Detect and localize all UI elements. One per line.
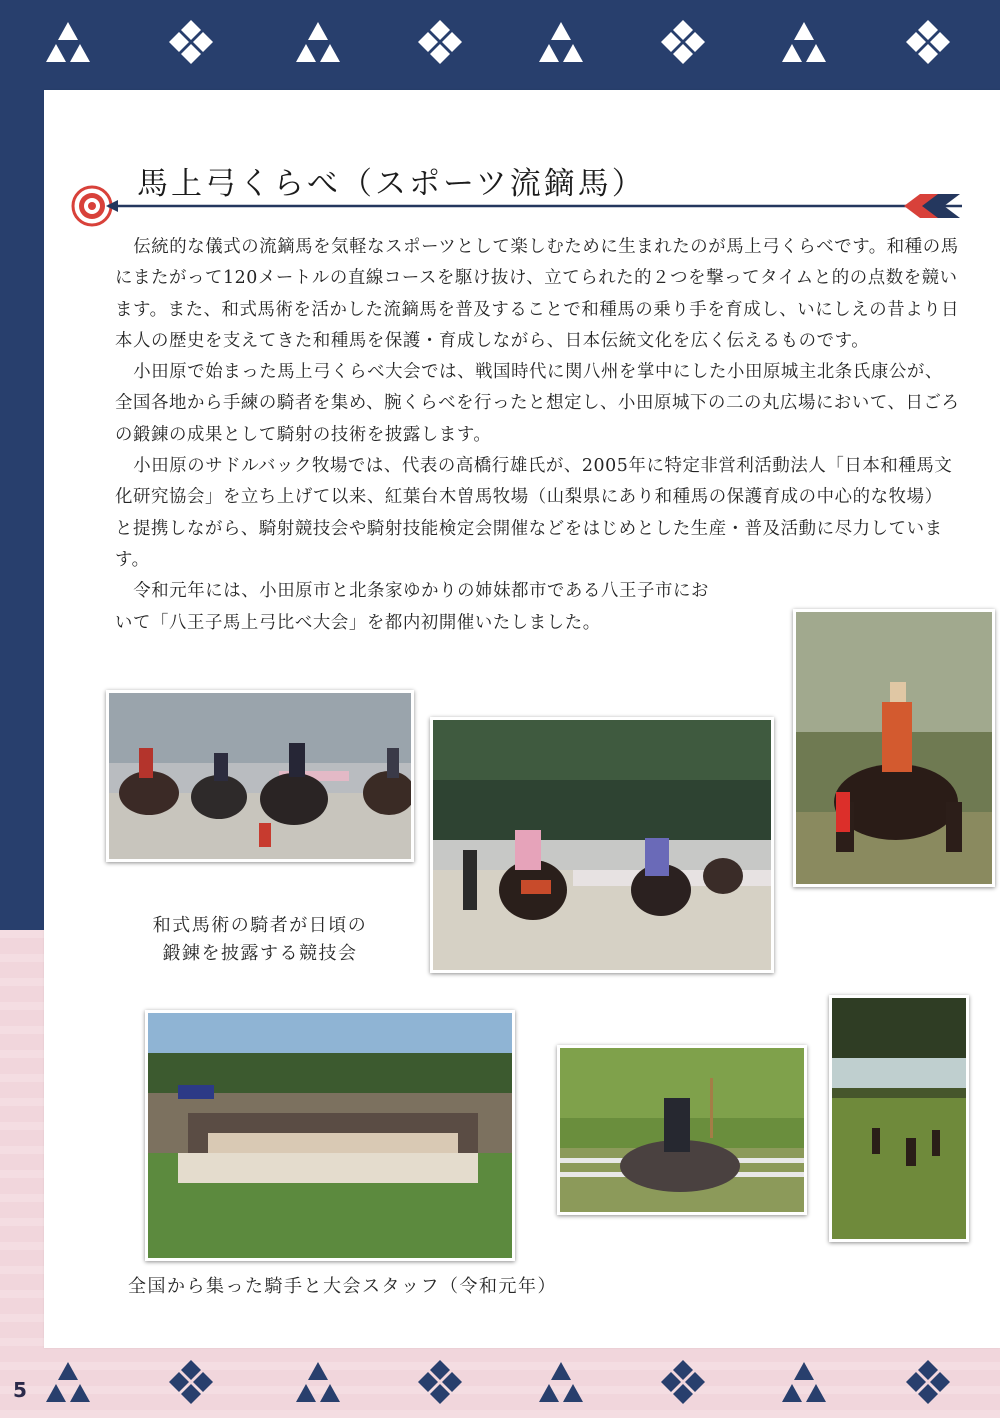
caption-competition: [140, 912, 380, 968]
photo-group-staff: [145, 1010, 515, 1261]
diamond-crest-icon: [163, 18, 219, 70]
page-number: 5: [13, 1378, 27, 1402]
paragraph-hachioji-event: 令和元年には、小田原市と北条家ゆかりの姉妹都市である八王子市において「八王子馬上弓比べ大会」を都内初開催いたしました。: [115, 581, 709, 633]
diamond-crest-icon: [655, 1358, 711, 1410]
triangle-crest-icon: [292, 20, 344, 66]
triangle-crest-icon: [778, 20, 830, 66]
photo-distant-course: [829, 995, 969, 1242]
diamond-crest-icon: [655, 18, 711, 70]
triangle-crest-icon: [535, 1360, 587, 1406]
paragraph-intro: 伝統的な儀式の流鏑馬を気軽なスポーツとして楽しむために生まれたのが馬上弓くらべです。和種の馬にまたがって120メートルの直線コースを駆け抜け、立てられた的２つを撃ってタイムと的の点数を競います。また、和式馬術を活かした流鏑馬を普及することで和種馬の乗り手を育成し、いにしえの昔より日本人の歴史を支えてきた和種馬を保護・育成しながら、日本伝統文化を広く伝えるものです。: [115, 237, 960, 351]
photo-galloping-archers: [430, 717, 774, 973]
diamond-crest-icon: [900, 18, 956, 70]
photo-rider-fence: [557, 1045, 807, 1215]
bottom-crest-strip: [0, 1348, 1000, 1418]
diamond-crest-icon: [412, 18, 468, 70]
top-crest-strip: [0, 8, 1000, 78]
caption-group: 全国から集った騎手と大会スタッフ（令和元年）: [128, 1276, 557, 1297]
caption-competition-line1: 和式馬術の騎者が日頃の: [152, 915, 368, 936]
caption-competition-line2: 鍛錬を披露する競技会: [162, 943, 358, 964]
triangle-crest-icon: [292, 1360, 344, 1406]
page-title: 馬上弓くらべ（スポーツ流鏑馬）: [137, 166, 646, 202]
photo-archer-aiming: [793, 609, 995, 887]
triangle-crest-icon: [42, 1360, 94, 1406]
diamond-crest-icon: [163, 1358, 219, 1410]
diamond-crest-icon: [412, 1358, 468, 1410]
body-text: [115, 232, 960, 639]
arrow-target-icon: [70, 184, 970, 228]
photo-riders-lineup: [106, 690, 414, 862]
triangle-crest-icon: [778, 1360, 830, 1406]
paragraph-saddleback-ranch: 小田原のサドルバック牧場では、代表の高橋行雄氏が、2005年に特定非営利活動法人「日本和種馬文化研究協会」を立ち上げて以来、紅葉台木曽馬牧場（山梨県にあり和種馬の保護育成の中心的な牧場）と提携しながら、騎射競技会や騎射技能検定会開催などをはじめとした生産・普及活動に尽力しています。: [115, 456, 953, 570]
triangle-crest-icon: [42, 20, 94, 66]
diamond-crest-icon: [900, 1358, 956, 1410]
triangle-crest-icon: [535, 20, 587, 66]
paragraph-odawara-tournament: 小田原で始まった馬上弓くらべ大会では、戦国時代に関八州を掌中にした小田原城主北条氏康公が、全国各地から手練の騎者を集め、腕くらべを行ったと想定し、小田原城下の二の丸広場において、日ごろの鍛錬の成果として騎射の技術を披露します。: [115, 362, 960, 445]
